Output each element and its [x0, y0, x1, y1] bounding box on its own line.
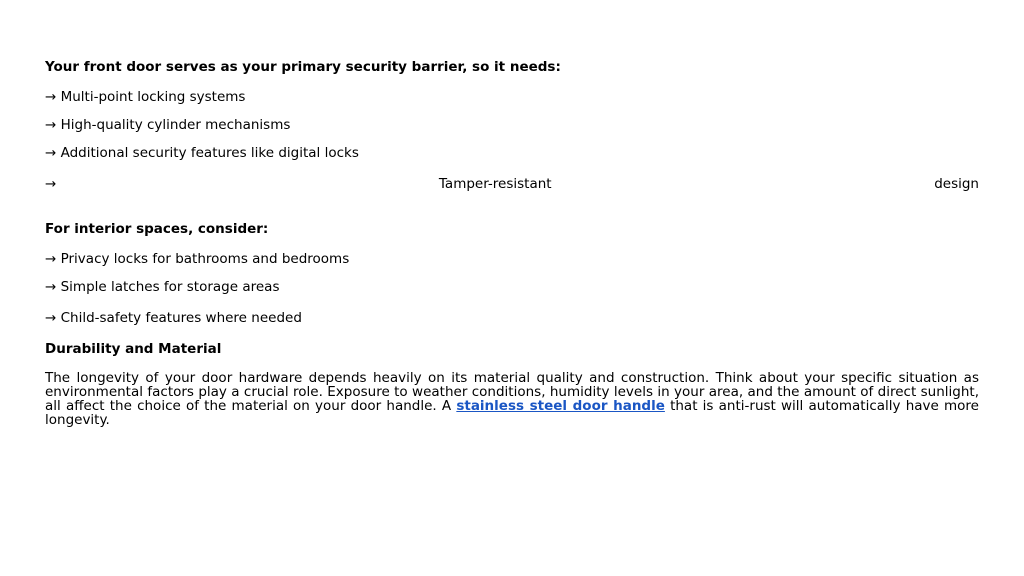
- list-item-word: design: [934, 176, 979, 192]
- list-item-tamper-resistant: [45, 176, 979, 192]
- interior-heading: For interior spaces, consider:: [45, 221, 269, 237]
- list-item-word: Tamper-resistant: [438, 176, 552, 192]
- list-item-digital-locks: → Additional security features like digital locks: [45, 145, 359, 161]
- front-door-heading: Your front door serves as your primary security barrier, so it needs:: [45, 59, 561, 75]
- arrow-icon: →: [45, 176, 57, 192]
- list-item-cylinder: → High-quality cylinder mechanisms: [45, 117, 291, 133]
- list-item-child-safety: → Child-safety features where needed: [45, 310, 302, 326]
- list-item-simple-latches: → Simple latches for storage areas: [45, 279, 280, 295]
- durability-heading: Durability and Material: [45, 341, 222, 357]
- list-item-privacy-locks: → Privacy locks for bathrooms and bedrooms: [45, 251, 350, 267]
- paragraph-text: that is anti-rust will automatically have more longevity.: [45, 398, 979, 428]
- stainless-steel-door-handle-link[interactable]: stainless steel door handle: [456, 398, 665, 414]
- paragraph-text: The longevity of your door hardware depends heavily on its material quality and construction. Think about your specific situation as environmental factors play a crucial role. Exposure to weather conditions, humidity levels in your area, and the amount of direct sunlight, all affect the choice of the material on your door handle. A: [45, 370, 979, 414]
- list-item-multipoint: → Multi-point locking systems: [45, 89, 246, 105]
- durability-paragraph: [45, 371, 979, 427]
